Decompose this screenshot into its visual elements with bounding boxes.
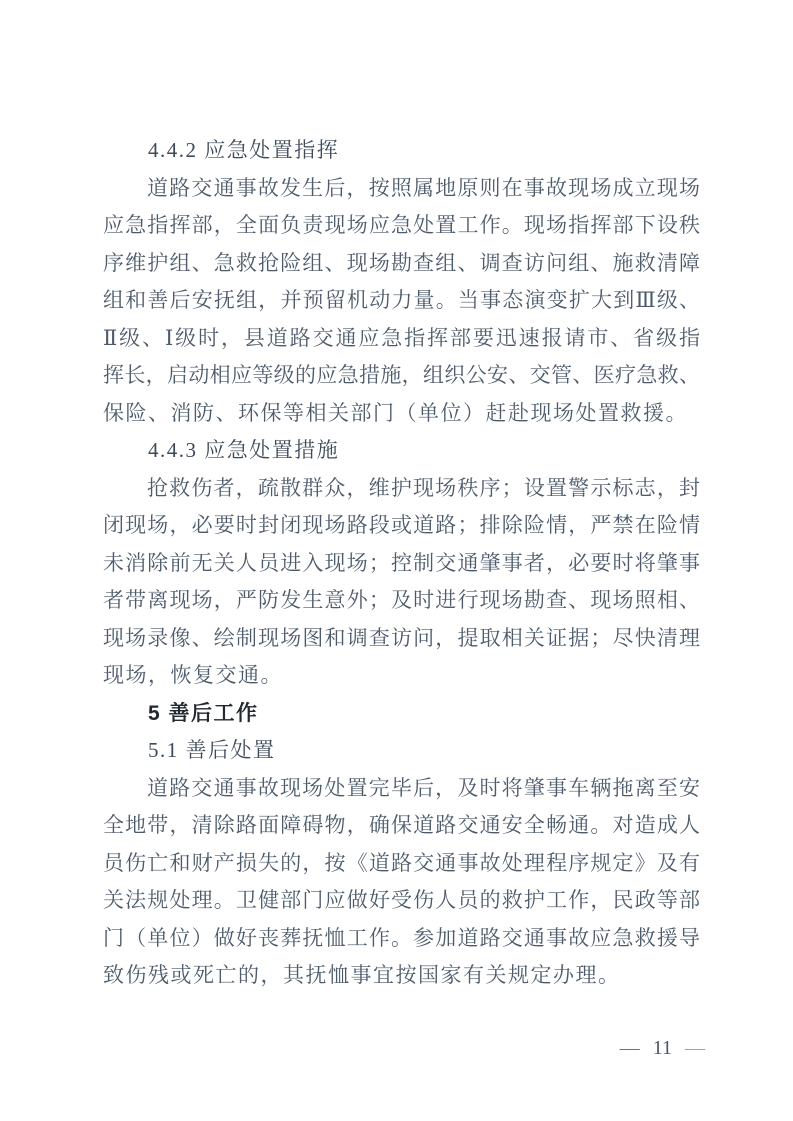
text-line: 者带离现场，严防发生意外；及时进行现场勘查、现场照相、 (103, 588, 700, 612)
text-line: 致伤残或死亡的，其抚恤事宜按国家有关规定办理。 (103, 963, 621, 987)
text-line: 挥长，启动相应等级的应急措施，组织公安、交管、医疗急救、 (103, 363, 700, 387)
document-body (103, 132, 700, 995)
text-line: 闭现场，必要时封闭现场路段或道路；排除险情，严禁在险情 (103, 513, 700, 537)
text-line: 抢救伤者，疏散群众，维护现场秩序；设置警示标志，封 (147, 475, 700, 500)
paragraph (103, 470, 700, 695)
section-heading-4-4-3: 4.4.3 应急处置措施 (148, 438, 340, 462)
chapter-heading-5: 5 善后工作 (148, 701, 259, 725)
section-heading-5-1: 5.1 善后处置 (148, 738, 276, 762)
text-line: 道路交通事故现场处置完毕后，及时将肇事车辆拖离至安 (147, 775, 700, 800)
section-heading-4-4-2: 4.4.2 应急处置指挥 (148, 138, 340, 162)
text-line: 未消除前无关人员进入现场；控制交通肇事者，必要时将肇事 (103, 550, 700, 575)
paragraph (103, 170, 700, 433)
text-line: 保险、消防、环保等相关部门（单位）赶赴现场处置救援。 (103, 400, 688, 425)
text-line: 员伤亡和财产损失的，按《道路交通事故处理程序规定》及有 (103, 850, 700, 875)
text-line: 组和善后安抚组，并预留机动力量。当事态演变扩大到Ⅲ级、 (103, 288, 700, 312)
footer-dash-left: — (619, 1037, 640, 1059)
text-line: 门（单位）做好丧葬抚恤工作。参加道路交通事故应急救援导 (103, 925, 700, 950)
text-line: Ⅱ级、Ⅰ级时，县道路交通应急指挥部要迅速报请市、省级指 (103, 325, 700, 350)
footer-dash-right: — (685, 1037, 705, 1059)
text-line: 道路交通事故发生后，按照属地原则在事故现场成立现场 (147, 175, 700, 200)
text-line: 关法规处理。卫健部门应做好受伤人员的救护工作，民政等部 (103, 888, 700, 912)
paragraph (103, 770, 700, 995)
text-line: 现场，恢复交通。 (103, 663, 283, 687)
text-line: 全地带，清除路面障碍物，确保道路交通安全畅通。对造成人 (103, 813, 700, 837)
text-line: 现场录像、绘制现场图和调查访问，提取相关证据；尽快清理 (103, 625, 700, 650)
text-line: 应急指挥部，全面负责现场应急处置工作。现场指挥部下设秩 (103, 213, 700, 237)
text-line: 序维护组、急救抢险组、现场勘查组、调查访问组、施救清障 (103, 250, 700, 275)
page-footer (620, 1036, 705, 1060)
page-number: 11 (652, 1037, 672, 1059)
